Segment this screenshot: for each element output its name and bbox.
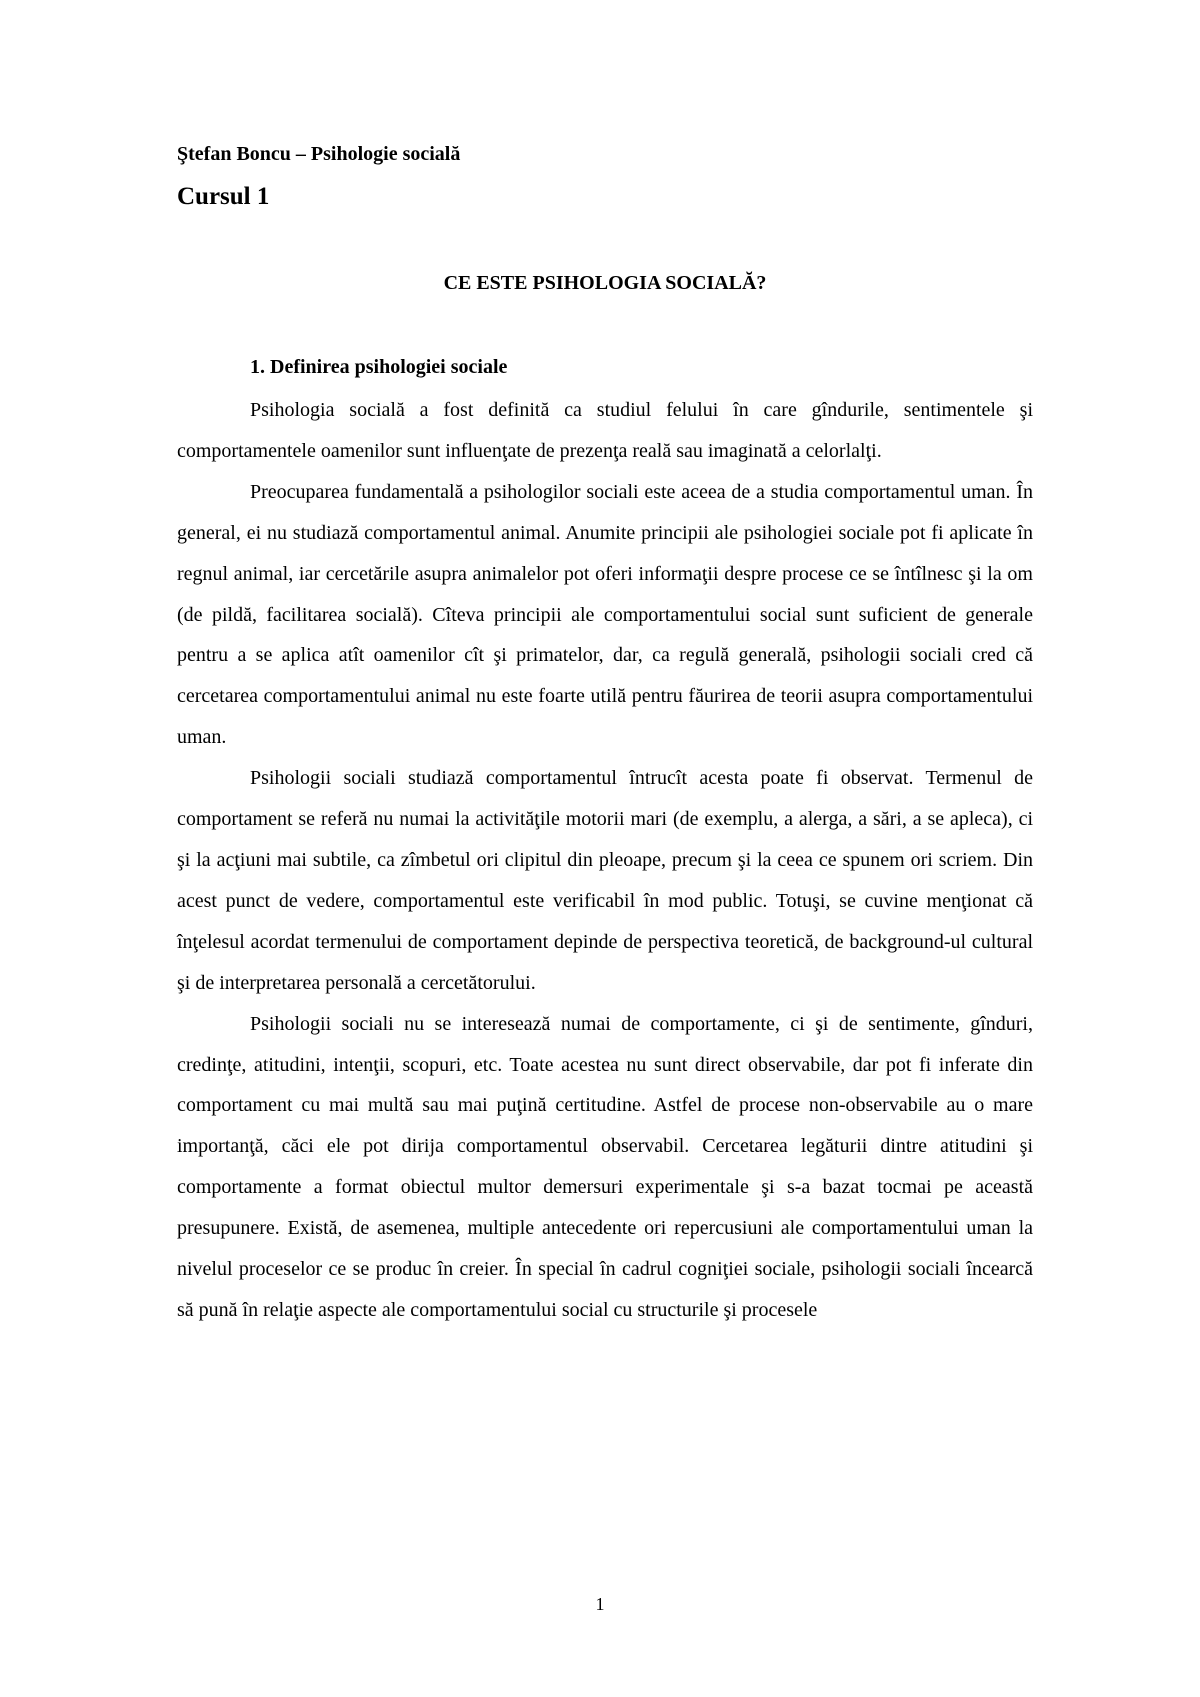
running-header: Ştefan Boncu – Psihologie socială (177, 143, 461, 165)
section-heading: 1. Definirea psihologiei sociale (250, 356, 508, 378)
paragraph: Psihologii sociali nu se interesează numai de comportamente, ci şi de sentimente, gînduri, credinţe, atitudini, intenţii, scopuri, etc. Toate acestea nu sunt direct observabile, dar pot fi inferate din comportament cu mai multă sau mai puţină certitudine. Astfel de procese non-observabile au o mare importanţă, căci ele pot dirija comportamentul observabil. Cercetarea legăturii dintre atitudini şi comportamente a format obiectul multor demersuri experimentale şi s-a bazat tocmai pe această presupunere. Există, de asemenea, multiple antecedente ori repercusiuni ale comportamentului uman la nivelul proceselor ce se produc în creier. În special în cadrul cogniţiei sociale, psihologii sociali încearcă să pună în relaţie aspecte ale comportamentului social cu structurile şi procesele (177, 1012, 1033, 1321)
paragraph: Psihologii sociali studiază comportamentul întrucît acesta poate fi observat. Termenul de comportament se referă nu numai la activităţile motorii mari (de exemplu, a alerga, a sări, a se apleca), ci şi la acţiuni mai subtile, ca zîmbetul ori clipitul din pleoape, precum şi la ceea ce spunem ori scriem. Din acest punct de vedere, comportamentul este verificabil în mod public. Totuşi, se cuvine menţionat că înţelesul acordat termenului de comportament depinde de perspectiva teoretică, de background-ul cultural şi de interpretarea personală a cercetătorului. (177, 767, 1033, 994)
body-text (177, 390, 1033, 1331)
chapter-title: CE ESTE PSIHOLOGIA SOCIALĂ? (443, 272, 767, 294)
paragraph: Psihologia socială a fost definită ca studiul felului în care gîndurile, sentimentele şi comportamentele oamenilor sunt influenţate de prezenţa reală sau imaginată a celorlalţi. (177, 399, 1033, 462)
paragraph: Preocuparea fundamentală a psihologilor sociali este aceea de a studia comportamentul uman. În general, ei nu studiază comportamentul animal. Anumite principii ale psihologiei sociale pot fi aplicate în regnul animal, iar cercetările asupra animalelor pot oferi informaţii despre procese ce se întîlnesc şi la om (de pildă, facilitarea socială). Cîteva principii ale comportamentului social sunt suficient de generale pentru a se aplica atît oamenilor cît şi primatelor, dar, ca regulă generală, psihologii sociali cred că cercetarea comportamentului animal nu este foarte utilă pentru făurirea de teorii asupra comportamentului uman. (177, 480, 1033, 749)
page-number: 1 (595, 1594, 605, 1614)
course-title: Cursul 1 (177, 183, 270, 210)
